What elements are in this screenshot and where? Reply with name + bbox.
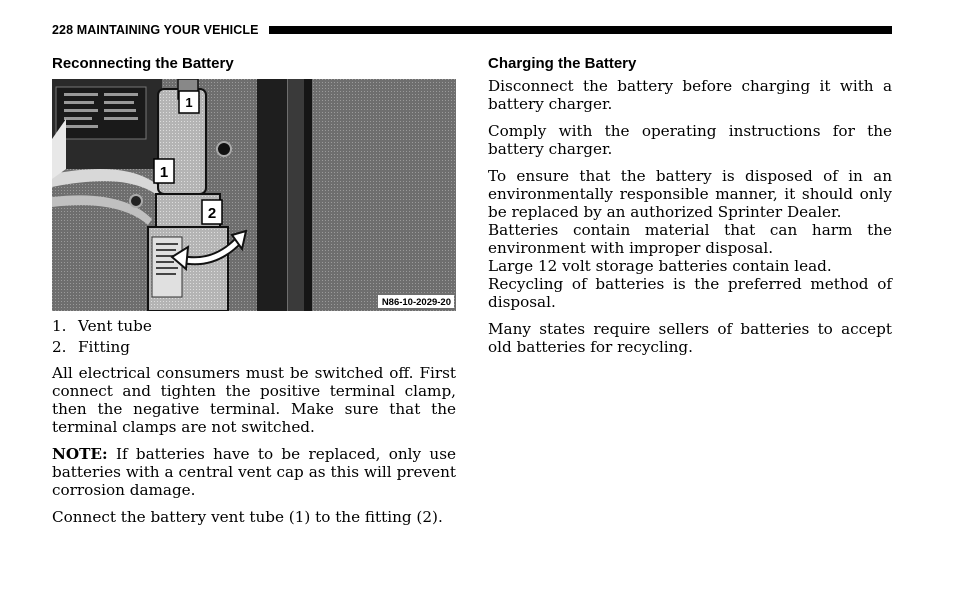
paragraph-connect: Connect the battery vent tube (1) to the fitting (2).	[52, 508, 443, 526]
callout-vent-tube-top	[179, 91, 199, 113]
figure-code: N86-10-2029-20	[381, 297, 451, 308]
paragraph-lead: Large 12 volt storage batteries contain lead.	[488, 257, 832, 275]
callout-fitting	[202, 200, 222, 224]
svg-text:1: 1	[185, 95, 193, 110]
paragraph-dispose: To ensure that the battery is disposed of in an environmentally responsible manner, it should only be replaced by an authorized Sprinter Dealer.	[488, 167, 892, 221]
svg-text:2: 2	[207, 205, 217, 222]
battery-figure	[52, 79, 456, 311]
paragraph-recycling: Recycling of batteries is the preferred method of disposal.	[488, 275, 892, 311]
note-label: NOTE:	[52, 445, 108, 463]
right-column	[488, 55, 892, 356]
section-title-charging: Charging the Battery	[488, 55, 637, 72]
svg-text:1: 1	[159, 164, 169, 181]
note-text: If batteries have to be replaced, only use batteries with a central vent cap as this will prevent corrosion damage.	[52, 445, 456, 499]
page-header-text: 228 MAINTAINING YOUR VEHICLE	[52, 23, 259, 37]
paragraph-states: Many states require sellers of batteries to accept old batteries for recycling.	[488, 320, 892, 356]
callout-vent-tube	[154, 159, 174, 183]
paragraph-comply: Comply with the operating instructions for the battery charger.	[488, 122, 892, 158]
section-title-reconnecting: Reconnecting the Battery	[52, 55, 234, 72]
list-item: 2. Fitting	[52, 338, 130, 356]
paragraph-note	[52, 445, 456, 499]
paragraph-disconnect: Disconnect the battery before charging it with a battery charger.	[488, 77, 892, 113]
page-header	[52, 22, 892, 38]
paragraph-consumers: All electrical consumers must be switched off. First connect and tighten the positive terminal clamp, then the negative terminal. Make sure that the terminal clamps are not switched.	[52, 364, 456, 436]
paragraph-harm: Batteries contain material that can harm the environment with improper disposal.	[488, 221, 892, 257]
header-rule	[269, 26, 892, 34]
list-item: 1. Vent tube	[52, 317, 152, 335]
left-column	[52, 55, 456, 526]
battery-illustration	[52, 79, 456, 311]
figure-legend	[52, 316, 456, 358]
